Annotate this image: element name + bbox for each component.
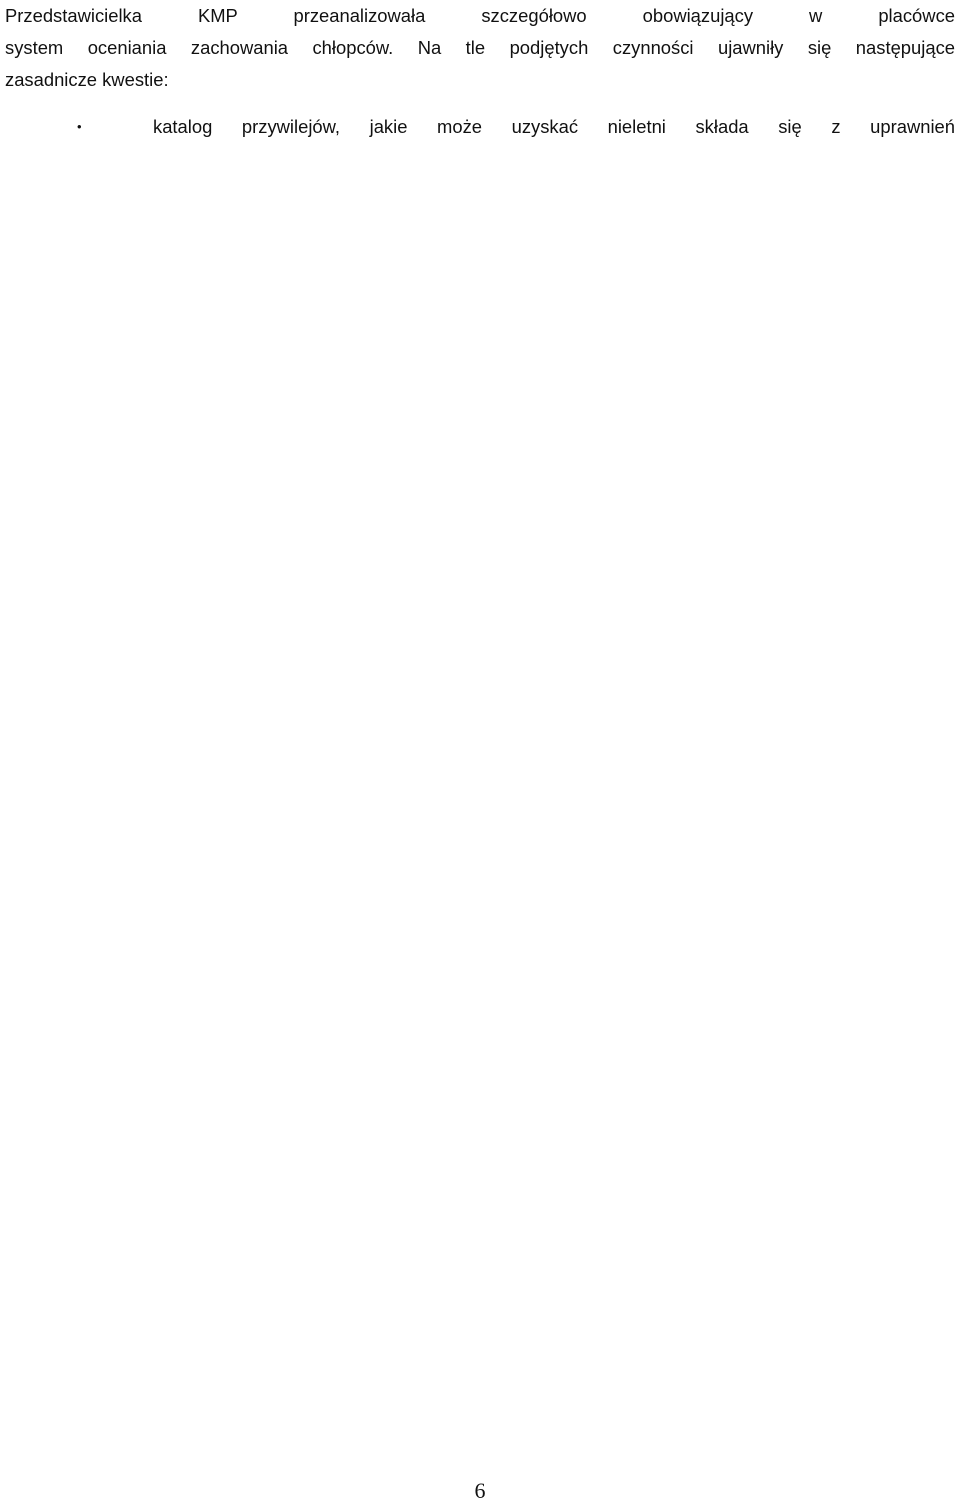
findings-list — [5, 106, 955, 148]
intro-paragraph — [5, 0, 955, 96]
intro-line-2: system oceniania zachowania chłopców. Na tle podjętych czynności ujawniły się następujące — [5, 37, 955, 58]
list-item-first-line: katalog przywilejów, jakie może uzyskać nieletni składa się z uprawnień — [153, 116, 955, 137]
page-number: 6 — [474, 1478, 486, 1503]
bullet-icon: • — [77, 119, 82, 134]
intro-line-1: Przedstawicielka KMP przeanalizowała szczegółowo obowiązujący w placówce — [5, 5, 955, 26]
intro-line-3: zasadnicze kwestie: — [5, 69, 169, 90]
list-item — [5, 106, 955, 148]
document-page — [5, 0, 955, 148]
